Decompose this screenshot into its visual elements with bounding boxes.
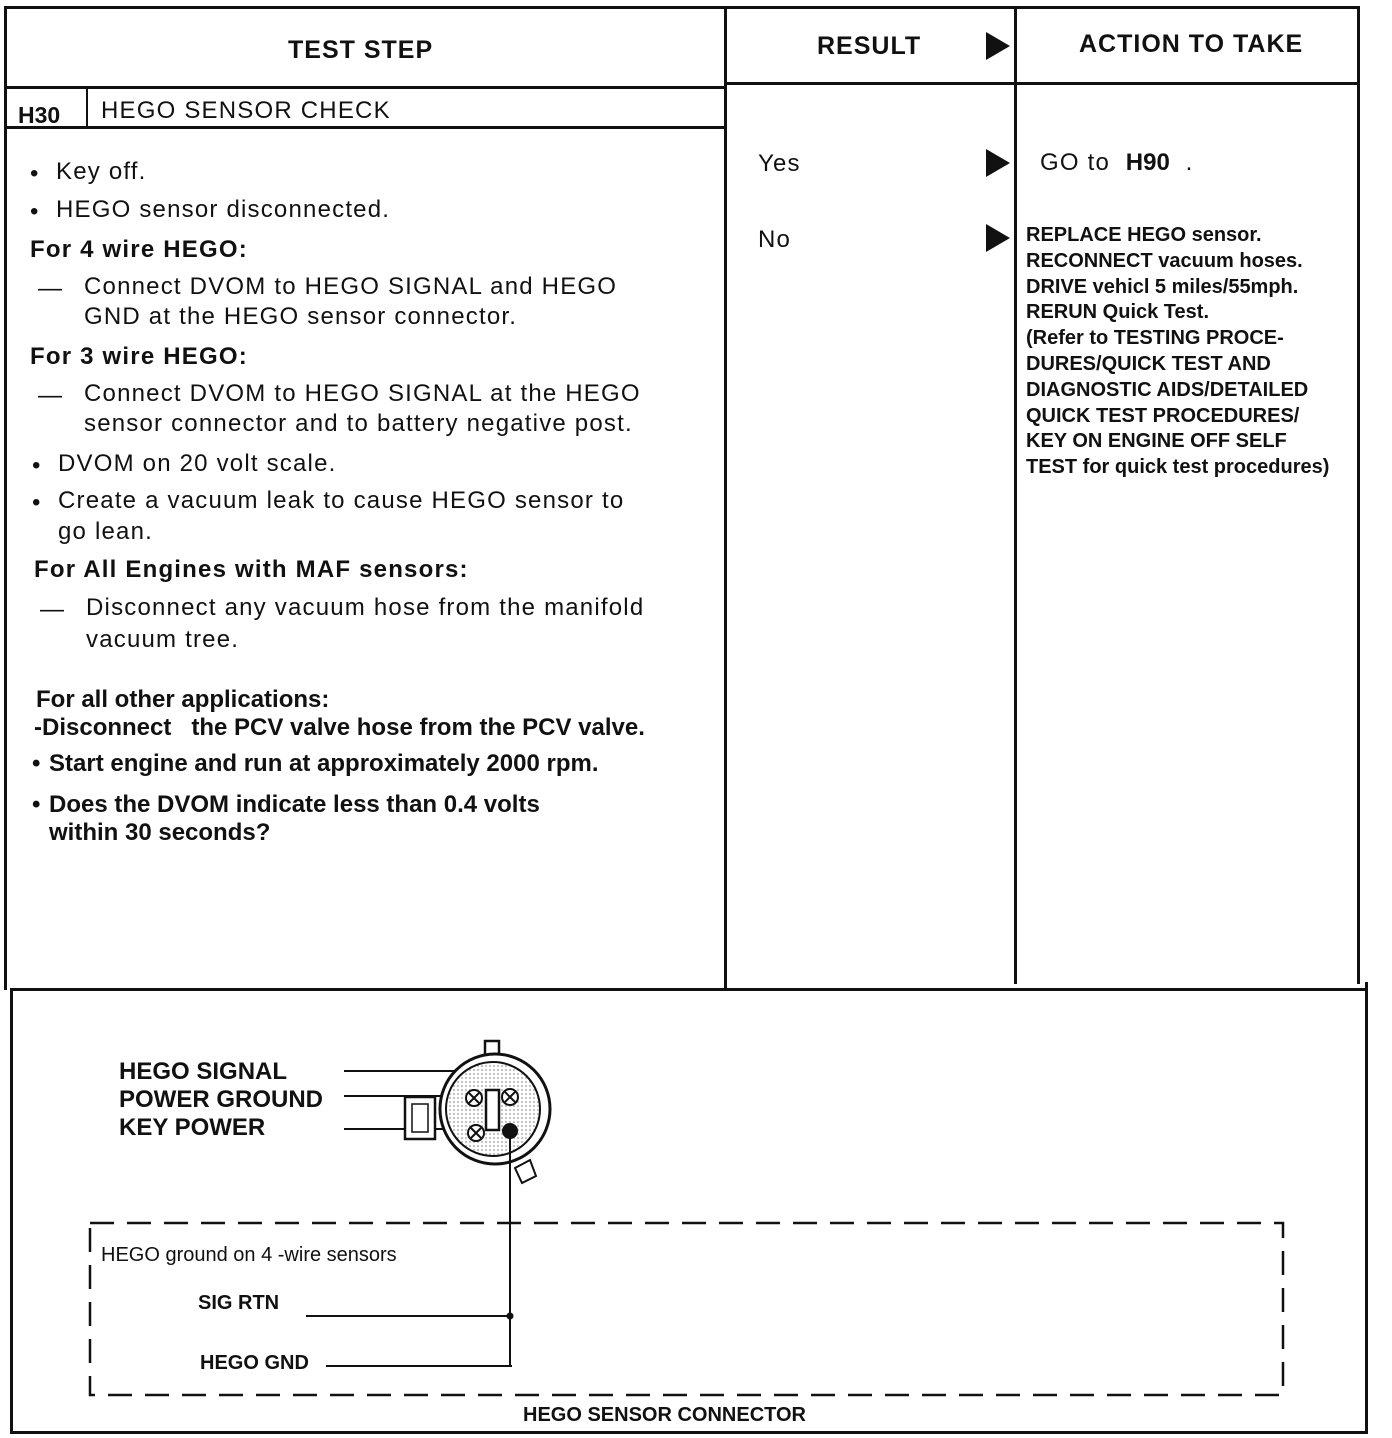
label-power-ground: POWER GROUND xyxy=(119,1086,323,1113)
bullet-icon: • xyxy=(30,198,40,225)
bullet-icon: • xyxy=(32,791,41,818)
step-id: H30 xyxy=(18,102,61,128)
action-no-line: QUICK TEST PROCEDURES/ xyxy=(1026,404,1300,427)
action-no-line: RERUN Quick Test. xyxy=(1026,301,1209,324)
bullet-icon: • xyxy=(32,452,42,479)
heading-4-wire: For 4 wire HEGO: xyxy=(30,236,248,263)
bullet-icon: • xyxy=(30,160,40,187)
connector-side-key xyxy=(515,1160,536,1183)
instruction-vacuum-leak-line2: go lean. xyxy=(58,518,154,545)
action-no-line: DRIVE vehicl 5 miles/55mph. xyxy=(1026,275,1299,298)
label-hego-gnd: HEGO GND xyxy=(200,1352,309,1374)
instruction-3wire-line2: sensor connector and to battery negative post. xyxy=(84,410,633,437)
instruction-3wire-line1: Connect DVOM to HEGO SIGNAL at the HEGO xyxy=(84,380,641,407)
header-result: RESULT xyxy=(817,32,922,60)
header-action: ACTION TO TAKE xyxy=(1079,30,1304,58)
label-hego-signal: HEGO SIGNAL xyxy=(119,1058,288,1085)
action-no-line: RECONNECT vacuum hoses. xyxy=(1026,249,1303,272)
dash-icon: — xyxy=(40,596,66,623)
instruction-pcv: -Disconnect the PCV valve hose from the PCV valve. xyxy=(34,714,645,741)
heading-other-applications: For all other applications: xyxy=(36,686,330,713)
dash-icon: — xyxy=(38,382,64,409)
instruction-dvom-scale: DVOM on 20 volt scale. xyxy=(58,450,337,477)
header-test-step: TEST STEP xyxy=(288,36,434,64)
label-sig-rtn: SIG RTN xyxy=(198,1292,280,1314)
connector-slot xyxy=(486,1090,499,1130)
instruction-maf-line1: Disconnect any vacuum hose from the manifold xyxy=(86,594,645,621)
diagram-caption: HEGO SENSOR CONNECTOR xyxy=(523,1404,806,1426)
pin-power-ground xyxy=(466,1090,482,1106)
bullet-icon: • xyxy=(32,489,42,516)
pin-key-power xyxy=(468,1125,484,1141)
action-no-line: DIAGNOSTIC AIDS/DETAILED xyxy=(1026,378,1309,401)
action-no-line: (Refer to TESTING PROCE- xyxy=(1026,327,1284,350)
question-line1: Does the DVOM indicate less than 0.4 volts xyxy=(49,791,540,818)
pin-hego-signal xyxy=(502,1089,518,1105)
result-no: No xyxy=(758,226,792,253)
instruction-start-engine: Start engine and run at approximately 2000 rpm. xyxy=(49,750,599,777)
step-title: HEGO SENSOR CHECK xyxy=(101,97,391,124)
instruction-maf-line2: vacuum tree. xyxy=(86,626,240,653)
instruction-sensor-disconnected: HEGO sensor disconnected. xyxy=(56,196,391,223)
label-key-power: KEY POWER xyxy=(119,1114,266,1141)
action-yes-suffix: . xyxy=(1185,149,1194,176)
instruction-4wire-line2: GND at the HEGO sensor connector. xyxy=(84,303,518,330)
instruction-vacuum-leak-line1: Create a vacuum leak to cause HEGO sensor to xyxy=(58,487,625,514)
instruction-4wire-line1: Connect DVOM to HEGO SIGNAL and HEGO xyxy=(84,273,618,300)
result-yes: Yes xyxy=(758,150,801,177)
action-yes-prefix: GO to xyxy=(1040,149,1111,176)
action-yes-target: H90 xyxy=(1125,149,1170,176)
heading-3-wire: For 3 wire HEGO: xyxy=(30,343,248,370)
box-note: HEGO ground on 4 -wire sensors xyxy=(101,1244,397,1266)
action-no-line: KEY ON ENGINE OFF SELF xyxy=(1026,430,1287,453)
action-no-line: DURES/QUICK TEST AND xyxy=(1026,352,1271,375)
question-line2: within 30 seconds? xyxy=(49,819,271,846)
bullet-icon: • xyxy=(32,750,41,777)
dash-icon: — xyxy=(38,275,64,302)
heading-maf: For All Engines with MAF sensors: xyxy=(34,556,469,583)
instruction-key-off: Key off. xyxy=(56,158,147,185)
action-no-line: REPLACE HEGO sensor. xyxy=(1026,224,1262,246)
action-no-line: TEST for quick test procedures) xyxy=(1026,456,1330,479)
